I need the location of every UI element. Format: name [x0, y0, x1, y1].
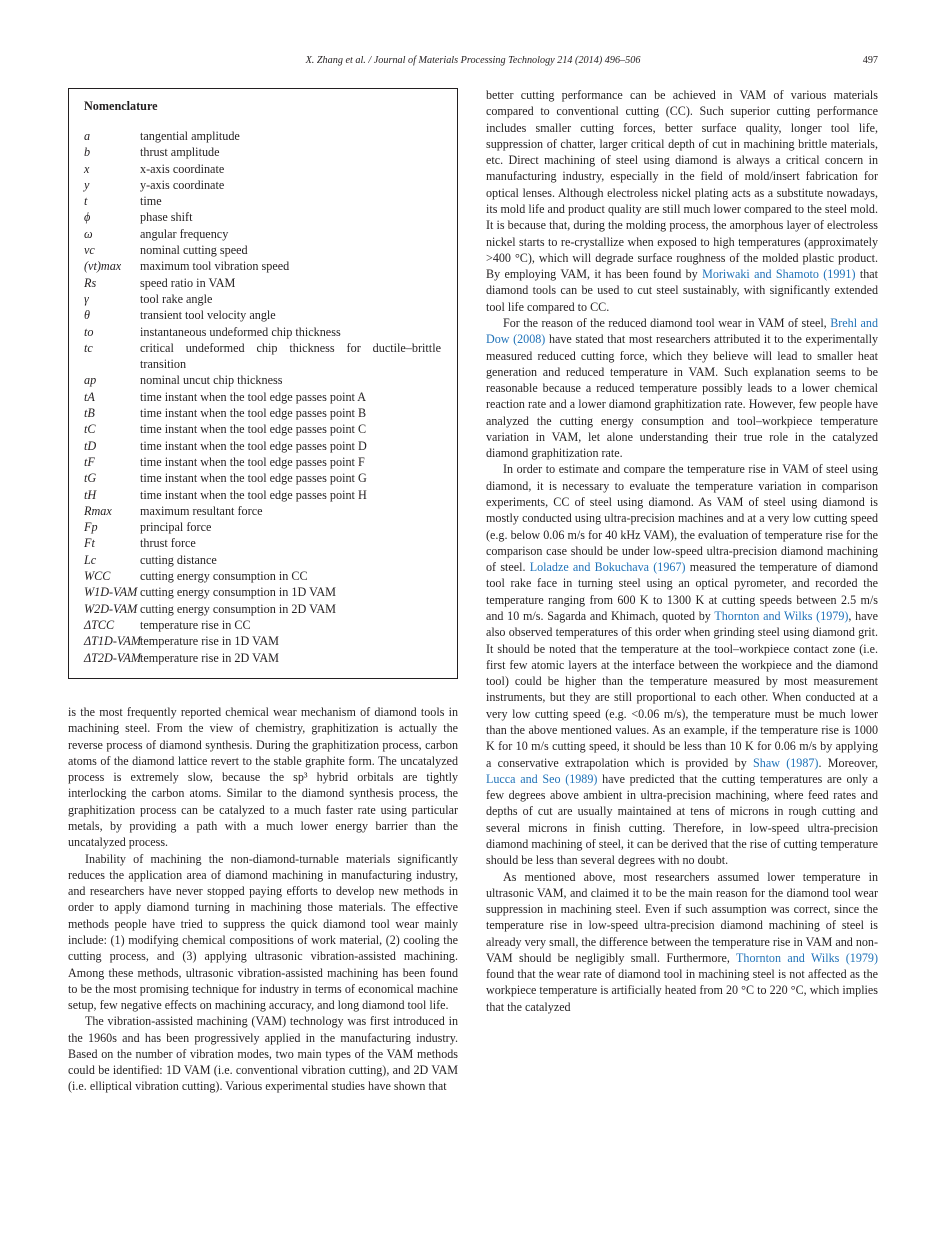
nomenclature-box	[68, 88, 458, 679]
nomenclature-row	[84, 487, 441, 503]
nomenclature-definition: temperature rise in CC	[140, 617, 251, 632]
nomenclature-symbol: W1D-VAM	[84, 585, 138, 600]
nomenclature-symbol: tB	[84, 406, 95, 421]
paragraph	[486, 869, 878, 1016]
nomenclature-definition: temperature rise in 2D VAM	[140, 650, 279, 665]
text-span: have predicted that the cutting temperatures are only a few degrees above ambient in ultra-precision machining, where feed rates and depths of cut are usually maintained at tens of microns in rough cutting and several microns in finish cutting. Therefore, in low-speed ultra-precision diamond machining of steel, it can be derived that the rise of cutting temperature should be less than several degrees with no doubt.	[486, 771, 878, 868]
citation-link[interactable]: Loladze and Bokuchava (1967)	[529, 560, 686, 575]
nomenclature-symbol: W2D-VAM	[84, 601, 138, 616]
nomenclature-definition: maximum tool vibration speed	[140, 259, 290, 274]
nomenclature-symbol: Fp	[84, 520, 98, 535]
citation-link[interactable]: Thornton and Wilks (1979)	[714, 609, 849, 623]
nomenclature-definition: time instant when the tool edge passes point F	[140, 454, 365, 469]
nomenclature-symbol: vc	[84, 243, 95, 258]
page-header	[68, 55, 878, 69]
text-span: measured the temperature of diamond tool rake face in turning steel using an optical pyrometer, and recorded the temperature ranging from 600 K to 1300 K at cutting speeds between 2.5 m/s and 10 m/s. Sagarda and Khimach, quoted by	[486, 560, 878, 623]
text-span: that diamond tools can be used to cut steel sustainably, with significantly extended tool life compared to CC.	[486, 267, 878, 314]
nomenclature-definition: temperature rise in 1D VAM	[140, 634, 279, 649]
nomenclature-row	[84, 650, 441, 666]
nomenclature-symbol: ϕ	[84, 210, 91, 225]
nomenclature-definition: time instant when the tool edge passes point B	[140, 406, 367, 421]
paragraph: is the most frequently reported chemical wear mechanism of diamond tools in machining steel. From the view of chemistry, graphitization is actually the reverse process of diamond synthesis. During the graphitization process, carbon atoms of the diamond lattice revert to the stable graphite form. The uncatalyzed process is extremely slow, because the sp³ hybrid orbitals are tightly interlocking the carbon atoms. Similar to the diamond synthesis process, the graphitization process can be catalyzed to a much faster rate using particular metals, by providing a path with a much lower energy barrier than the uncatalyzed process.	[68, 705, 458, 850]
nomenclature-definition: nominal cutting speed	[140, 243, 248, 258]
nomenclature-definition: x-axis coordinate	[140, 161, 225, 176]
nomenclature-row	[84, 519, 441, 535]
paragraph: The vibration-assisted machining (VAM) technology was first introduced in the 1960s and has been progressively applied in the manufacturing industry. Based on the number of vibration modes, two main types of the VAM methods could be identified: 1D VAM (i.e. conventional vibration cutting), and 2D VAM (i.e. elliptical vibration cutting). Various experimental studies have shown that	[68, 1014, 458, 1094]
nomenclature-symbol: Ft	[84, 536, 95, 551]
nomenclature-symbol: tD	[84, 438, 97, 453]
nomenclature-definition: time instant when the tool edge passes point C	[140, 422, 367, 437]
nomenclature-symbol: Rmax	[84, 503, 112, 518]
page-number: 497	[862, 55, 878, 66]
nomenclature-definition: critical undeformed chip thickness for ductile–brittle transition	[140, 340, 441, 372]
nomenclature-row	[84, 568, 441, 584]
nomenclature-row	[84, 454, 441, 470]
nomenclature-definition: time instant when the tool edge passes point D	[140, 438, 367, 453]
nomenclature-definition: nominal uncut chip thickness	[140, 373, 283, 388]
citation-link[interactable]: Shaw (1987)	[753, 755, 819, 770]
text-span: As mentioned above, most researchers assumed lower temperature in ultrasonic VAM, and claimed it to be the main reason for the diamond tool wear suppression in machining steel. Even if such assumption was correct, since the temperature rise in low-speed ultra-precision diamond machining of steel is already very small, the difference between the temperature rise in VAM and non-VAM should be negligibly small. Furthermore,	[486, 869, 878, 965]
nomenclature-row	[84, 470, 441, 486]
citation-link[interactable]: Lucca and Seo (1989)	[486, 771, 598, 786]
text-span: , have also observed temperatures of this order when grinding steel using diamond grit. It should be noted that the temperature at the tool–workpiece contact zone (i.e. first few atomic layers at the interface between the workpiece and the diamond tool) could be higher than the temperature measured by most measurement instruments, but they are still proportional to each other. When conducted at a very low cutting speed (e.g. <0.06 m/s), the temperature must be much lower than the above mentioned values. As an example, if the temperature rise is 1000 K for 10 m/s cutting speed, it should be less than 10 K for 0.06 m/s by applying a conservative extrapolation which is provided by	[486, 609, 878, 770]
nomenclature-definition: thrust force	[140, 536, 196, 551]
nomenclature-list	[84, 128, 441, 666]
nomenclature-symbol: b	[84, 145, 91, 160]
nomenclature-symbol: ΔT1D-VAM	[84, 634, 142, 649]
nomenclature-definition: time instant when the tool edge passes point H	[140, 487, 367, 502]
nomenclature-symbol: y	[84, 177, 90, 192]
nomenclature-row	[84, 258, 441, 274]
nomenclature-row	[84, 226, 441, 242]
nomenclature-definition: tangential amplitude	[140, 129, 240, 143]
nomenclature-row	[84, 324, 441, 340]
nomenclature-definition: instantaneous undeformed chip thickness	[140, 324, 341, 339]
nomenclature-symbol: Lc	[84, 552, 97, 567]
nomenclature-row	[84, 209, 441, 225]
nomenclature-row	[84, 177, 441, 193]
text-span: . Moreover,	[818, 755, 879, 770]
nomenclature-symbol: tG	[84, 471, 97, 486]
nomenclature-row	[84, 421, 441, 437]
nomenclature-definition: thrust amplitude	[140, 145, 220, 160]
nomenclature-symbol: tF	[84, 454, 95, 469]
nomenclature-definition: cutting energy consumption in CC	[140, 569, 308, 584]
nomenclature-row	[84, 633, 441, 649]
running-title: X. Zhang et al. / Journal of Materials Processing Technology 214 (2014) 496–506	[305, 55, 641, 66]
text-span: For the reason of the reduced diamond tool wear in VAM of steel,	[503, 315, 827, 330]
nomenclature-row	[84, 193, 441, 209]
nomenclature-row	[84, 307, 441, 323]
nomenclature-symbol: x	[84, 161, 90, 176]
paragraph	[486, 315, 878, 462]
citation-link[interactable]: Thornton and Wilks (1979)	[736, 950, 878, 965]
nomenclature-symbol: to	[84, 324, 94, 339]
nomenclature-row	[84, 601, 441, 617]
nomenclature-symbol: γ	[84, 291, 89, 306]
nomenclature-definition: tool rake angle	[140, 291, 213, 306]
nomenclature-row	[84, 340, 441, 373]
nomenclature-definition: maximum resultant force	[140, 503, 263, 518]
nomenclature-symbol: t	[84, 194, 88, 209]
nomenclature-title: Nomenclature	[84, 99, 158, 113]
citation-link[interactable]: Moriwaki and Shamoto (1991)	[702, 267, 856, 282]
nomenclature-row	[84, 438, 441, 454]
nomenclature-definition: y-axis coordinate	[140, 177, 225, 192]
right-column-body	[486, 87, 878, 1015]
nomenclature-row	[84, 372, 441, 388]
nomenclature-symbol: ap	[84, 373, 97, 388]
nomenclature-definition: speed ratio in VAM	[140, 275, 236, 290]
text-span: In order to estimate and compare the temperature rise in VAM of steel using diamond, it is necessary to evaluate the temperature variation in comparison experiments, CC of steel using diamond. As VAM of steel using diamond is mostly conducted using ultra-precision machines and at a very low cutting speed (e.g. below 0.06 m/s for 40 kHz VAM), the evaluation of temperature rise for the comparison case should be under low-speed ultra-precision diamond machining of steel.	[486, 462, 878, 575]
paragraph	[486, 461, 878, 868]
nomenclature-symbol: ΔT2D-VAM	[84, 650, 142, 665]
nomenclature-symbol: tA	[84, 389, 95, 404]
nomenclature-symbol: tH	[84, 487, 97, 502]
citation-link[interactable]: Brehl and Dow (2008)	[486, 315, 879, 347]
nomenclature-definition: time instant when the tool edge passes point G	[140, 471, 367, 486]
nomenclature-row	[84, 242, 441, 258]
nomenclature-row	[84, 389, 441, 405]
nomenclature-row	[84, 552, 441, 568]
nomenclature-definition: cutting distance	[140, 552, 217, 567]
nomenclature-row	[84, 161, 441, 177]
nomenclature-row	[84, 291, 441, 307]
paragraph	[486, 87, 878, 315]
nomenclature-row	[84, 128, 441, 144]
nomenclature-symbol: WCC	[84, 569, 111, 584]
nomenclature-symbol: θ	[84, 308, 90, 323]
nomenclature-definition: time	[140, 194, 162, 209]
nomenclature-definition: principal force	[140, 520, 212, 535]
nomenclature-symbol: a	[84, 129, 91, 143]
nomenclature-row	[84, 617, 441, 633]
nomenclature-row	[84, 535, 441, 551]
nomenclature-row	[84, 275, 441, 291]
text-span: have stated that most researchers attributed it to the experimentally measured reduced cutting force, which they believe will lead to smaller heat generation and reduced temperature in VAM. Such explanation seems to be reasonable because a reduced temperature possibly leads to a lower chemical reaction rate and a lower diamond graphitization rate. However, few people have analyzed the cutting energy consumption and tool–workpiece temperature variation in VAM, let alone understanding their true role in the catalyzed diamond graphitization rate.	[486, 332, 878, 461]
paragraph: Inability of machining the non-diamond-turnable materials significantly reduces the application area of diamond machining in manufacturing industry, and researchers have never stopped paying efforts to develop new methods in order to apply diamond turning in machining those materials. The effective methods people have tried to suppress the quick diamond tool wear mainly include: (1) modifying chemical compositions of work material, (2) cooling the cutting process, and (3) applying ultrasonic vibration-assisted machining. Among these methods, ultrasonic vibration-assisted machining has been found to be the most promising technique for industry in terms of economical machine setup, few negative effects on machining accuracy, and long diamond tool life.	[68, 851, 458, 1013]
nomenclature-symbol: ΔTCC	[84, 617, 115, 632]
nomenclature-row	[84, 503, 441, 519]
nomenclature-symbol: tc	[84, 340, 93, 355]
left-column-body	[68, 704, 458, 1095]
nomenclature-definition: cutting energy consumption in 1D VAM	[140, 585, 337, 600]
text-span: better cutting performance can be achieved in VAM of various materials compared to conventional cutting (CC). Such superior cutting performance includes smaller cutting forces, better surface quality, longer tool life, suppression of chatter, larger critical depth of cut in machining brittle materials, etc. Direct machining of steel using diamond is always a critical concern in manufacturing industry, especially in the field of mold/insert fabrication for optical lenses. Although electroless nickel plating acts as a substitute nowadays, its mold life and product quality are still much lower compared to the steel mold. It is because that, during the molding process, the amorphous layer of electroless nickel starts to re-crystallize when exposed to high temperatures (approximately >400 °C), which will degrade surface roughness of the molded plastic product. By employing VAM, it has been found by	[486, 88, 878, 282]
nomenclature-symbol: tC	[84, 422, 96, 437]
text-span: found that the wear rate of diamond tool in machining steel is not affected as the workpiece temperature is artificially heated from 20 °C to 220 °C, which implies that the catalyzed	[486, 967, 878, 1014]
nomenclature-definition: time instant when the tool edge passes point A	[140, 389, 367, 404]
nomenclature-symbol: ω	[84, 226, 93, 241]
nomenclature-definition: phase shift	[140, 210, 193, 225]
nomenclature-definition: angular frequency	[140, 226, 229, 241]
nomenclature-definition: cutting energy consumption in 2D VAM	[140, 601, 337, 616]
nomenclature-symbol: Rs	[84, 275, 97, 290]
nomenclature-row	[84, 405, 441, 421]
nomenclature-definition: transient tool velocity angle	[140, 308, 276, 323]
nomenclature-row	[84, 584, 441, 600]
nomenclature-symbol: (vt)max	[84, 259, 122, 274]
nomenclature-row	[84, 144, 441, 160]
